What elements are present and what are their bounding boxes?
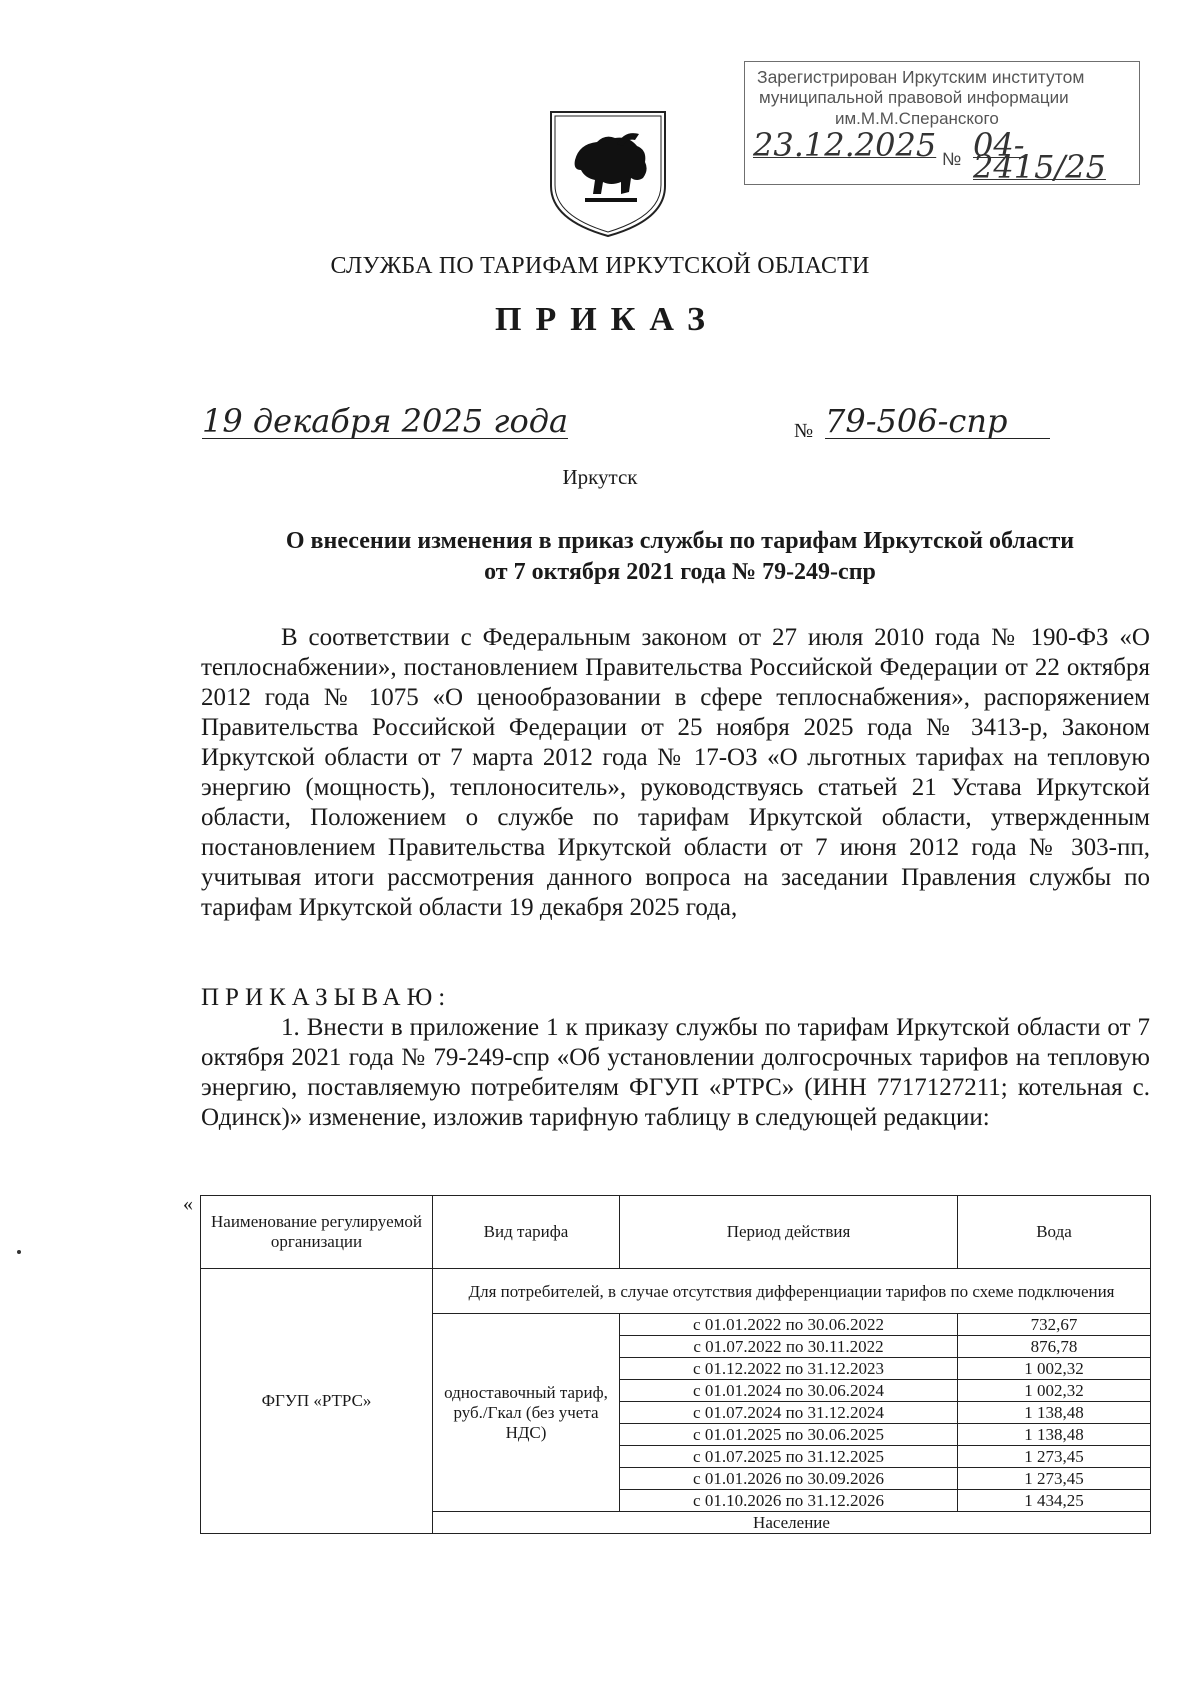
- period-cell: с 01.10.2026 по 31.12.2026: [620, 1490, 958, 1512]
- value-cell: 732,67: [958, 1314, 1151, 1336]
- coat-of-arms-emblem: [545, 108, 671, 238]
- period-cell: с 01.12.2022 по 31.12.2023: [620, 1358, 958, 1380]
- subject-line-1: О внесении изменения в приказ службы по тарифам Иркутской области: [285, 528, 1075, 554]
- margin-dot: [17, 1250, 21, 1254]
- header-tariff-type: Вид тарифа: [433, 1196, 620, 1269]
- period-cell: с 01.01.2026 по 30.09.2026: [620, 1468, 958, 1490]
- value-cell: 1 138,48: [958, 1402, 1151, 1424]
- period-cell: с 01.01.2024 по 30.06.2024: [620, 1380, 958, 1402]
- value-cell: 1 434,25: [958, 1490, 1151, 1512]
- period-cell: с 01.01.2022 по 30.06.2022: [620, 1314, 958, 1336]
- period-cell: с 01.07.2025 по 31.12.2025: [620, 1446, 958, 1468]
- value-cell: 876,78: [958, 1336, 1151, 1358]
- value-cell: 1 002,32: [958, 1380, 1151, 1402]
- value-cell: 1 138,48: [958, 1424, 1151, 1446]
- value-cell: 1 273,45: [958, 1446, 1151, 1468]
- tariff-type-cell: одноставочный тариф, руб./Гкал (без учета НДС): [433, 1314, 620, 1512]
- stamp-number-sign: №: [942, 149, 962, 169]
- period-cell: с 01.07.2024 по 31.12.2024: [620, 1402, 958, 1424]
- group-heading-consumers: Для потребителей, в случае отсутствия дифференциации тарифов по схеме подключения: [433, 1269, 1151, 1314]
- preamble-paragraph: В соответствии с Федеральным законом от 27 июля 2010 года № 190-ФЗ «О теплоснабжении», постановлением Правительства Российской Федерации от 22 октября 2012 года № 1075 «О ценообразовании в сфере теплоснабжения», распоряжением Правительства Российской Федерации от 25 ноября 2025 года № 3413-р, Законом Иркутской области от 7 марта 2012 года № 17-ОЗ «О льготных тарифах на тепловую энергию (мощность), теплоноситель», руководствуясь статьей 21 Устава Иркутской области, Положением о службе по тарифам Иркутской области, утвержденным постановлением Правительства Иркутской области от 7 июня 2012 года № 303-пп, учитывая итоги рассмотрения данного вопроса на заседании Правления службы по тарифам Иркутской области 19 декабря 2025 года,: [201, 624, 1150, 921]
- organization-cell: ФГУП «РТРС»: [201, 1269, 433, 1534]
- city-name: Иркутск: [562, 465, 638, 489]
- period-cell: с 01.07.2022 по 30.11.2022: [620, 1336, 958, 1358]
- header-organization: Наименование регулируемой организации: [201, 1196, 433, 1269]
- order-date: 19 декабря 2025 года: [202, 402, 569, 440]
- table-header-row: [201, 1196, 1151, 1269]
- header-water: Вода: [958, 1196, 1151, 1269]
- order-subject: [200, 526, 1160, 588]
- registration-stamp: [744, 61, 1140, 185]
- stamp-number: 04-2415/25: [973, 126, 1106, 186]
- order-number: 79-506-спр: [825, 404, 1050, 439]
- value-cell: 1 002,32: [958, 1358, 1151, 1380]
- period-cell: с 01.01.2025 по 30.06.2025: [620, 1424, 958, 1446]
- order-title: ПРИКАЗ: [495, 301, 719, 338]
- stamp-line-2: муниципальной правовой информации: [759, 88, 1069, 107]
- quote-open-mark: «: [183, 1193, 193, 1215]
- header-period: Период действия: [620, 1196, 958, 1269]
- tariff-table: [200, 1195, 1151, 1534]
- subject-line-2: от 7 октября 2021 года № 79-249-спр: [484, 559, 876, 585]
- value-cell: 1 273,45: [958, 1468, 1151, 1490]
- group-heading-population: Население: [433, 1512, 1151, 1534]
- item-1-paragraph: 1. Внести в приложение 1 к приказу службы по тарифам Иркутской области от 7 октября 2021 года № 79-249-спр «Об установлении долгосрочных тарифов на тепловую энергию, поставляемую потребителям ФГУП «РТРС» (ИНН 7717127211; котельная с. Одинск)» изменение, изложив тарифную таблицу в следующей редакции:: [201, 1014, 1150, 1131]
- stamp-date: 23.12.2025: [753, 126, 937, 164]
- agency-name: СЛУЖБА ПО ТАРИФАМ ИРКУТСКОЙ ОБЛАСТИ: [330, 253, 870, 279]
- stamp-line-1: Зарегистрирован Иркутским институтом: [757, 67, 1085, 87]
- ordering-word: ПРИКАЗЫВАЮ:: [201, 984, 452, 1011]
- order-number-label: №: [794, 420, 814, 442]
- stamp-line-3: им.М.М.Сперанского: [835, 109, 999, 128]
